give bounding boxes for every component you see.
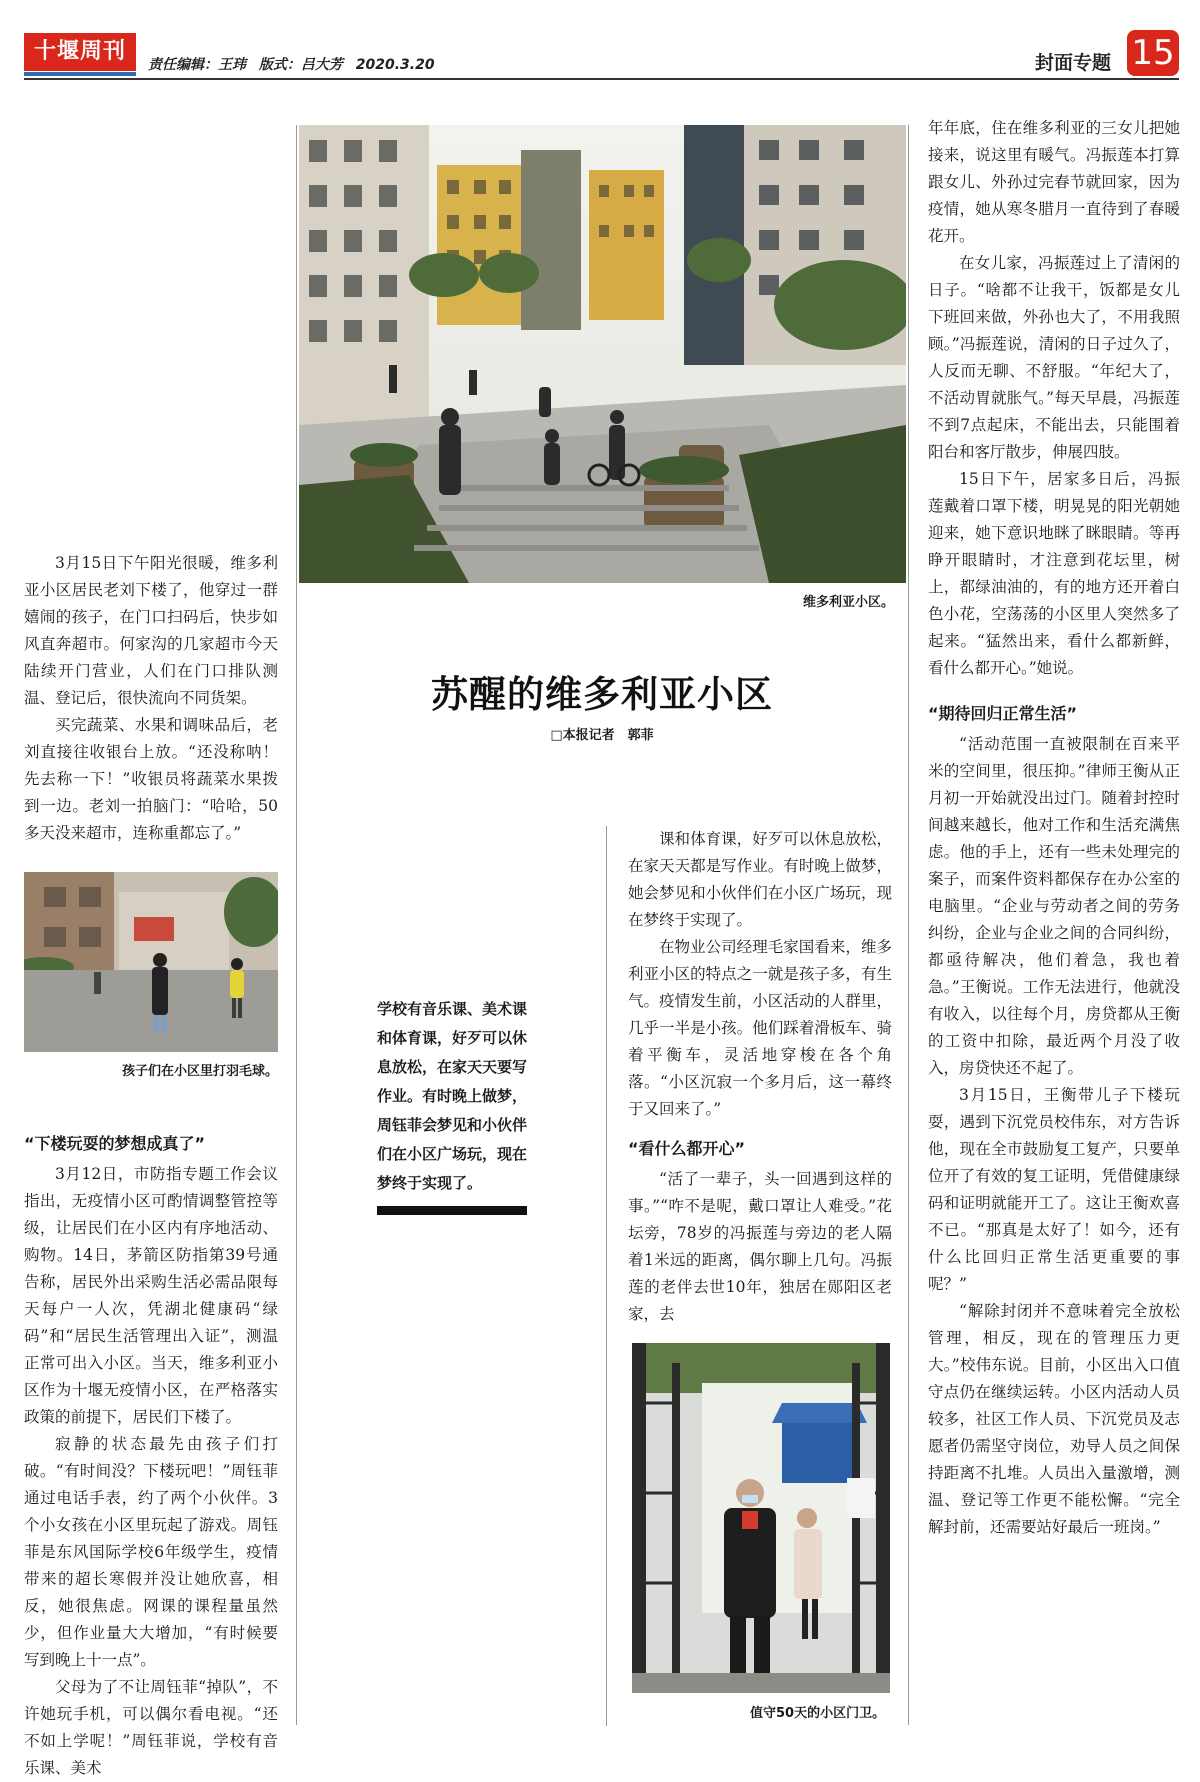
badminton-photo-caption: 孩子们在小区里打羽毛球。 (122, 1064, 279, 1079)
paragraph: “活动范围一直被限制在百来平米的空间里，很压抑。”律师王衡从正月初一开始就没出过门。随着封控时间越来越长，他对工作和生活充满焦虑。他的手上，还有一些未处理完的案子，而案件资料都保存在办公室的电脑里。“企业与劳动者之间的劳务纠纷，企业与企业之间的合同纠纷，都亟待解决，他们着急，我也着急。”王衡说。工作无法进行，他就没有收入，以往每个月，房贷都从王衡的工资中扣除，最近两个月没了收入，房贷快还不起了。 (928, 735, 1180, 1077)
layout-credit: 版式：吕大芳 (258, 57, 343, 73)
column-1-top (24, 550, 278, 847)
subheading: “看什么都开心” (628, 1139, 746, 1158)
column-divider (908, 125, 909, 1725)
paragraph: 课和体育课，好歹可以休息放松，在家天天都是写作业。有时晚上做梦，她会梦见和小伙伴们在小区广场玩，现在梦终于实现了。 (628, 830, 892, 929)
paragraph: 3月15日下午阳光很暖，维多利亚小区居民老刘下楼了，他穿过一群嬉闹的孩子，在门口扫码后，快步如风直奔超市。何家沟的几家超市今天陆续开门营业，人们在门口排队测温、登记后，很快流向不同货架。 (24, 554, 278, 707)
paragraph: 父母为了不让周钰菲“掉队”，不许她玩手机，可以偶尔看电视。“还不如上学呢！”周钰菲说，学校有音乐课、美术 (24, 1678, 278, 1777)
page-number: 15 (1127, 30, 1179, 76)
column-2 (628, 826, 892, 1328)
paragraph: 3月15日，王衡带儿子下楼玩耍，遇到下沉党员校伟东，对方告诉他，现在全市鼓励复工复产，只要单位开了有效的复工证明，凭借健康绿码和证明就能开工了。这让王衡欢喜不已。“那真是太好了！如今，还有什么比回归正常生活更重要的事呢？” (928, 1086, 1180, 1293)
paragraph: “解除封闭并不意味着完全放松管理，相反，现在的管理压力更大。”校伟东说。目前，小区出入口值守点仍在继续运转。小区内活动人员较多，社区工作人员、下沉党员及志愿者仍需坚守岗位，劝导人员之间保持距离不扎堆。人员出入量激增，测温、登记等工作更不能松懈。“完全解封前，还需要站好最后一班岗。” (928, 1302, 1180, 1536)
paragraph: 3月12日，市防指专题工作会议指出，无疫情小区可酌情调整管控等级，让居民们在小区内有序地活动、购物。14日，茅箭区防指第39号通告称，居民外出采购生活必需品限每天每户一人次，凭湖北健康码“绿码”和“居民生活管理出入证”，测温正常可出入小区。当天，维多利亚小区作为十堰无疫情小区，在严格落实政策的前提下，居民们下楼了。 (24, 1165, 278, 1426)
gate-photo-caption: 值守50天的小区门卫。 (750, 1706, 886, 1721)
editor-credit: 责任编辑：王玮 (148, 57, 246, 73)
paragraph: 年年底，住在维多利亚的三女儿把她接来，说这里有暖气。冯振莲本打算跟女儿、外孙过完春节就回家，因为疫情，她从寒冬腊月一直待到了春暖花开。 (928, 119, 1180, 245)
column-divider (296, 125, 297, 1725)
paragraph: 在女儿家，冯振莲过上了清闲的日子。“啥都不让我干，饭都是女儿下班回来做，外孙也大了，不用我照顾。”冯振莲说，清闲的日子过久了，人反而无聊、不舒服。“年纪大了，不活动胃就胀气。”每天早晨，冯振莲不到7点起床，不能出去，只能围着阳台和客厅散步，伸展四肢。 (928, 254, 1180, 461)
column-3 (928, 115, 1180, 1541)
subheading: “期待回归正常生活” (928, 704, 1078, 723)
paragraph: 在物业公司经理毛家国看来，维多利亚小区的特点之一就是孩子多，有生气。疫情发生前，小区活动的人群里，几乎一半是小孩。他们踩着滑板车、骑着平衡车，灵活地穿梭在各个角落。“小区沉寂一个多月后，这一幕终于又回来了。” (628, 938, 892, 1118)
main-photo-residential-complex (299, 125, 906, 583)
pull-quote-text: 学校有音乐课、美术课和体育课，好歹可以休息放松，在家天天要写作业。有时晚上做梦，周钰菲会梦见和小伙伴们在小区广场玩，现在梦终于实现了。 (377, 1000, 528, 1192)
masthead-logo: 十堰周刊 (24, 33, 136, 71)
pull-quote-bar (377, 1206, 527, 1215)
issue-date: 2020.3.20 (355, 57, 435, 73)
article-byline: □本报记者 郭菲 (550, 728, 654, 743)
paragraph: 15日下午，居家多日后，冯振莲戴着口罩下楼，明晃晃的阳光朝她迎来，她下意识地眯了眯眼睛。等再睁开眼睛时，才注意到花坛里，树上，都绿油油的，有的地方还开着白色小花，空荡荡的小区里人突然多了起来。“猛然出来，看什么都新鲜，看什么都开心。”她说。 (928, 470, 1180, 677)
photo-gate-guard (632, 1343, 890, 1693)
header-rule (24, 78, 1179, 80)
paragraph: 买完蔬菜、水果和调味品后，老刘直接往收银台上放。“还没称呐！先去称一下！”收银员将蔬菜水果拨到一边。老刘一拍脑门：“哈哈，50多天没来超市，连称重都忘了。” (24, 716, 278, 842)
subheading: “下楼玩耍的梦想成真了” (24, 1134, 206, 1153)
photo-badminton (24, 872, 278, 1052)
paragraph: “活了一辈子，头一回遇到这样的事。”“咋不是呢，戴口罩让人难受。”花坛旁，78岁的冯振莲与旁边的老人隔着1米远的距离，偶尔聊上几句。冯振莲的老伴去世10年，独居在郧阳区老家，去 (628, 1170, 892, 1323)
pull-quote (377, 995, 527, 1215)
section-title: 封面专题 (1035, 52, 1112, 74)
paragraph: 寂静的状态最先由孩子们打破。“有时间没？下楼玩吧！”周钰菲通过电话手表，约了两个小伙伴。3个小女孩在小区里玩起了游戏。周钰菲是东风国际学校6年级学生，疫情带来的超长寒假并没让她欣喜，相反，她很焦虑。网课的课程量虽然少，但作业量大大增加，“有时候要写到晚上十一点”。 (24, 1435, 278, 1669)
main-photo-caption: 维多利亚小区。 (803, 595, 895, 610)
column-1-bottom (24, 1124, 278, 1782)
article-headline: 苏醒的维多利亚小区 (431, 672, 773, 716)
editorial-credits (148, 54, 443, 74)
column-divider (606, 826, 607, 1726)
